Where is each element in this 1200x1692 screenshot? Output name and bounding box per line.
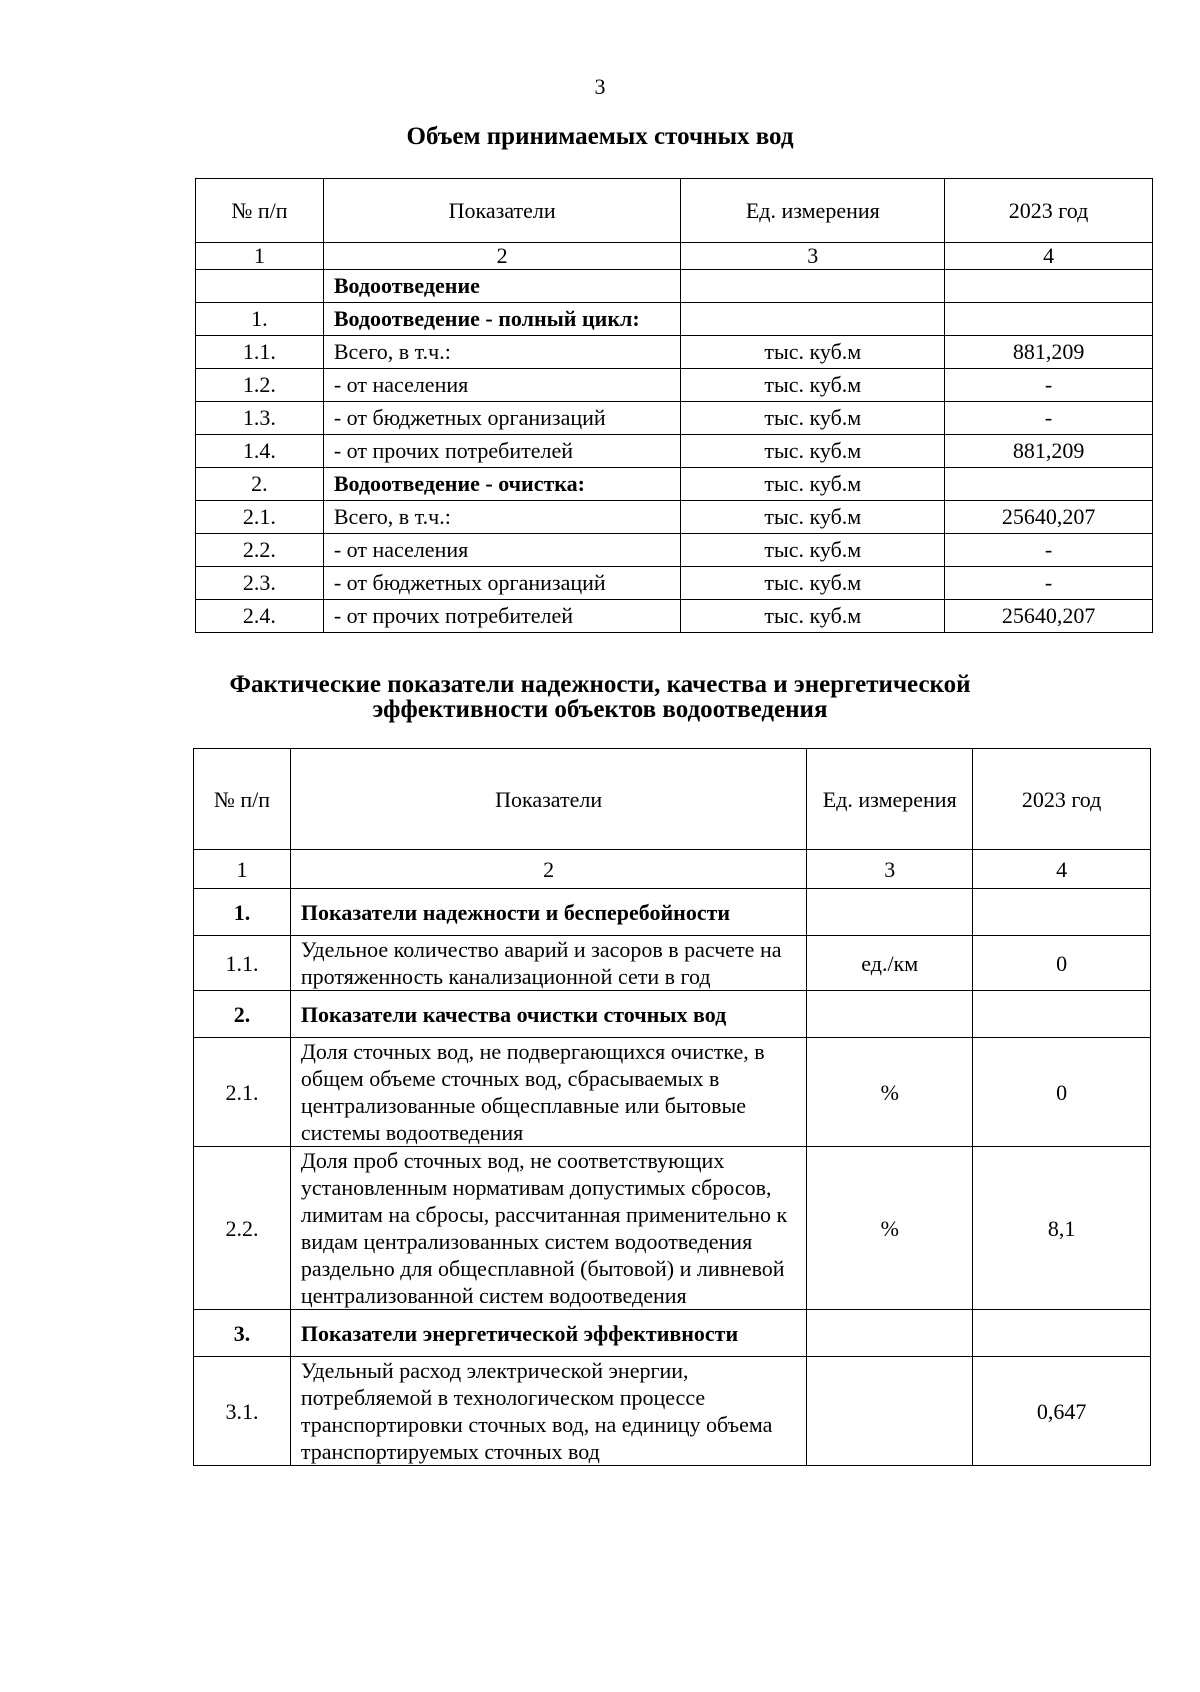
column-number: 4 [973,850,1151,889]
value-cell: - [945,567,1153,600]
row-number: 2.1. [196,501,324,534]
value-cell: 0 [973,1038,1151,1147]
indicator-name: - от прочих потребителей [323,600,681,633]
value-cell [945,468,1153,501]
value-cell [973,991,1151,1038]
unit-cell [681,270,945,303]
unit-cell: % [807,1147,973,1310]
unit-cell: тыс. куб.м [681,336,945,369]
table-row [196,270,1153,303]
row-number: 1. [194,889,291,936]
row-number: 2.2. [194,1147,291,1310]
indicator-name: Удельный расход электрической энергии, потребляемой в технологическом процессе транспортировки сточных вод, на единицу объема транспортируемых сточных вод [290,1357,806,1466]
indicator-name: Водоотведение - очистка: [323,468,681,501]
row-number: 2.2. [196,534,324,567]
table-row [194,1038,1151,1147]
section-row [194,889,1151,936]
indicator-name: Водоотведение [323,270,681,303]
row-number: 2. [196,468,324,501]
header-cell: 2023 год [945,179,1153,243]
section1-title: Объем принимаемых сточных вод [406,123,794,150]
table-row [196,600,1153,633]
value-cell [973,1310,1151,1357]
column-number: 3 [807,850,973,889]
table-row [194,1357,1151,1466]
wastewater-volume-table [195,178,1153,633]
table-row [196,501,1153,534]
indicator-name: Удельное количество аварий и засоров в расчете на протяженность канализационной сети в год [290,936,806,991]
unit-cell: тыс. куб.м [681,468,945,501]
header-cell: № п/п [194,749,291,850]
row-number: 1. [196,303,324,336]
row-number: 2. [194,991,291,1038]
section2-title-line1: Фактические показатели надежности, качества и энергетической [229,671,971,698]
row-number: 3. [194,1310,291,1357]
section-row [194,991,1151,1038]
unit-cell: тыс. куб.м [681,435,945,468]
unit-cell: тыс. куб.м [681,402,945,435]
row-number: 1.3. [196,402,324,435]
value-cell [973,889,1151,936]
indicator-name: - от бюджетных организаций [323,567,681,600]
value-cell: - [945,369,1153,402]
value-cell: 0 [973,936,1151,991]
indicator-name: Всего, в т.ч.: [323,336,681,369]
row-number: 1.1. [196,336,324,369]
header-cell: 2023 год [973,749,1151,850]
unit-cell [681,303,945,336]
row-number: 1.1. [194,936,291,991]
unit-cell: тыс. куб.м [681,567,945,600]
row-number: 3.1. [194,1357,291,1466]
value-cell: 25640,207 [945,600,1153,633]
table-row [194,1147,1151,1310]
table-row [196,567,1153,600]
header-cell: Показатели [290,749,806,850]
unit-cell: % [807,1038,973,1147]
unit-cell: тыс. куб.м [681,501,945,534]
unit-cell [807,889,973,936]
column-number-row [194,850,1151,889]
unit-cell [807,1310,973,1357]
row-number [196,270,324,303]
indicator-name: Показатели качества очистки сточных вод [290,991,806,1038]
column-number-row [196,243,1153,270]
indicator-name: Водоотведение - полный цикл: [323,303,681,336]
table-row [196,534,1153,567]
row-number: 1.4. [196,435,324,468]
table-row [196,468,1153,501]
header-cell: Ед. измерения [807,749,973,850]
value-cell: 8,1 [973,1147,1151,1310]
row-number: 2.4. [196,600,324,633]
unit-cell: тыс. куб.м [681,534,945,567]
value-cell: - [945,534,1153,567]
reliability-indicators-table [193,748,1151,1466]
column-number: 1 [194,850,291,889]
row-number: 2.3. [196,567,324,600]
value-cell: 881,209 [945,435,1153,468]
indicator-name: - от населения [323,369,681,402]
indicator-name: - от населения [323,534,681,567]
table-row [196,402,1153,435]
value-cell: 0,647 [973,1357,1151,1466]
table-row [196,336,1153,369]
table-row [194,936,1151,991]
indicator-name: Показатели надежности и бесперебойности [290,889,806,936]
section2-title [0,672,1200,722]
value-cell: 25640,207 [945,501,1153,534]
page-number: 3 [594,74,606,99]
value-cell: - [945,402,1153,435]
table-row [196,435,1153,468]
value-cell: 881,209 [945,336,1153,369]
header-cell: Показатели [323,179,681,243]
table-row [196,369,1153,402]
unit-cell: тыс. куб.м [681,369,945,402]
row-number: 2.1. [194,1038,291,1147]
table-header-row [194,749,1151,850]
column-number: 3 [681,243,945,270]
value-cell [945,270,1153,303]
section2-title-line2: эффективности объектов водоотведения [372,696,828,723]
indicator-name: - от прочих потребителей [323,435,681,468]
indicator-name: Показатели энергетической эффективности [290,1310,806,1357]
indicator-name: Доля сточных вод, не подвергающихся очистке, в общем объеме сточных вод, сбрасываемых в централизованные общесплавные или бытовые системы водоотведения [290,1038,806,1147]
indicator-name: Всего, в т.ч.: [323,501,681,534]
unit-cell [807,991,973,1038]
column-number: 2 [323,243,681,270]
indicator-name: - от бюджетных организаций [323,402,681,435]
table-header-row [196,179,1153,243]
column-number: 4 [945,243,1153,270]
row-number: 1.2. [196,369,324,402]
unit-cell [807,1357,973,1466]
value-cell [945,303,1153,336]
indicator-name: Доля проб сточных вод, не соответствующих установленным нормативам допустимых сбросов, лимитам на сбросы, рассчитанная применительно к видам централизованных систем водоотведения раздельно для общесплавной (бытовой) и ливневой централизованной систем водоотведения [290,1147,806,1310]
header-cell: № п/п [196,179,324,243]
column-number: 2 [290,850,806,889]
column-number: 1 [196,243,324,270]
section-row [194,1310,1151,1357]
table-row [196,303,1153,336]
unit-cell: тыс. куб.м [681,600,945,633]
unit-cell: ед./км [807,936,973,991]
header-cell: Ед. измерения [681,179,945,243]
